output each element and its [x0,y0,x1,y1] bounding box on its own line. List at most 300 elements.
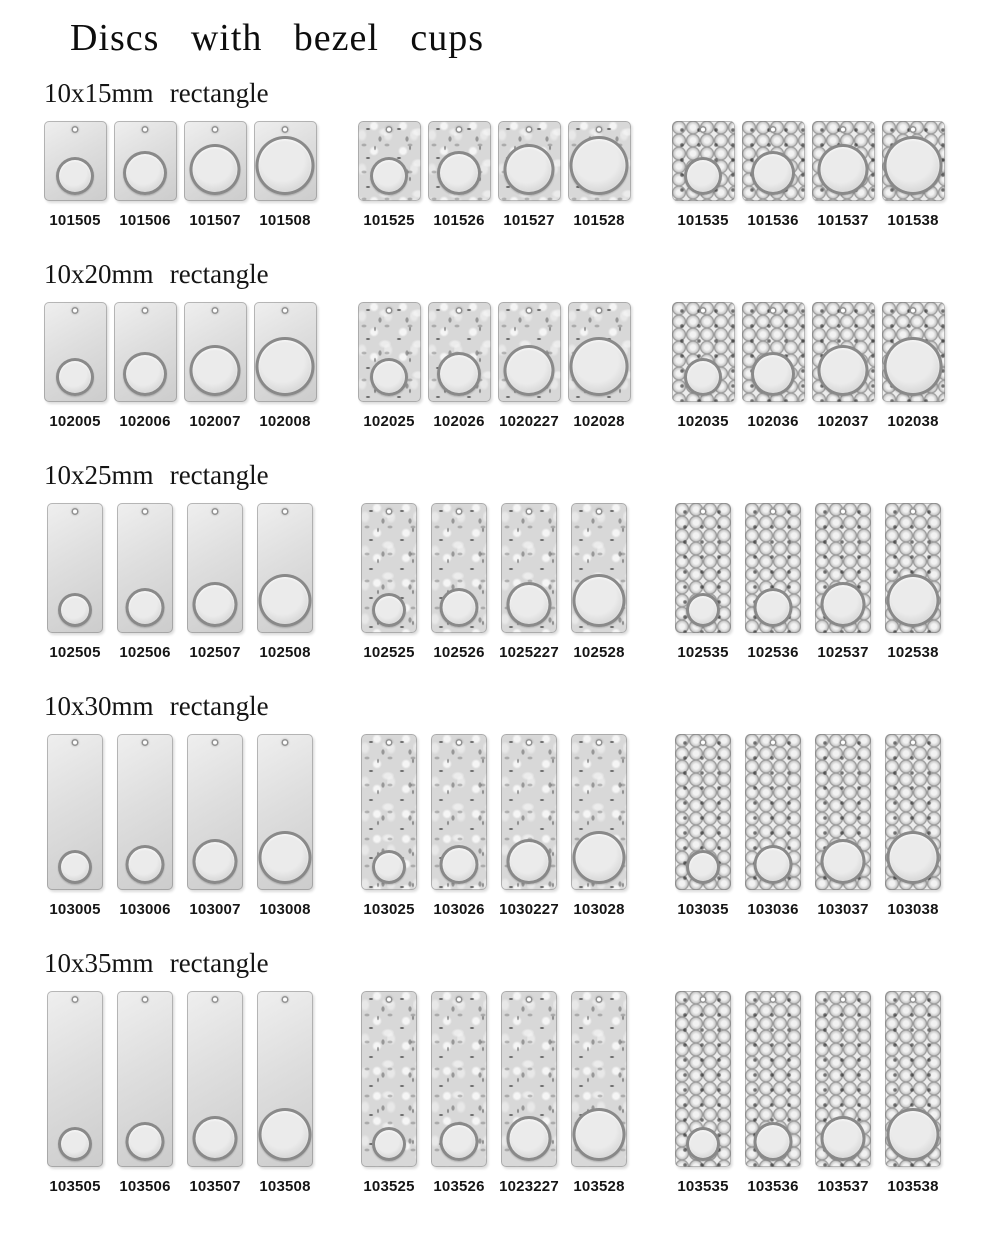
product-item [180,121,250,229]
product-item [564,121,634,229]
product-item [110,734,180,918]
product-tag-image [882,302,945,402]
hang-hole-icon [770,739,777,746]
bezel-cup-icon [437,352,481,396]
hang-hole-icon [840,126,847,133]
hang-hole-icon [596,996,603,1003]
bezel-cup-icon [686,850,720,884]
product-item [180,302,250,430]
page-title: Discs with bezel cups [70,17,485,59]
product-group-hammered [354,121,634,229]
hang-hole-icon [770,508,777,515]
product-tag-image [742,302,805,402]
hang-hole-icon [700,508,707,515]
bezel-cup-icon [370,358,408,396]
product-number: 101508 [259,212,311,229]
product-tag-image [44,121,107,201]
product-number: 1020227 [499,413,559,430]
product-item [494,302,564,430]
product-tag-image [815,503,871,633]
bezel-cup-icon [504,345,555,396]
catalog-section [40,78,965,229]
product-group-pebbled [668,991,948,1195]
product-tag-image [358,302,421,402]
product-tag-image [431,503,487,633]
product-tag-image [257,503,313,633]
product-tag-image [498,121,561,201]
hang-hole-icon [142,996,149,1003]
product-number: 102506 [119,644,171,661]
product-number: 102526 [433,644,485,661]
bezel-cup-icon [821,1116,866,1161]
product-tag-image [568,121,631,201]
bezel-cup-icon [507,1116,552,1161]
product-number: 101507 [189,212,241,229]
product-tag-image [742,121,805,201]
hang-hole-icon [282,739,289,746]
product-item [564,734,634,918]
bezel-cup-icon [440,588,479,627]
product-tag-image [885,734,941,890]
bezel-cup-icon [884,337,943,396]
hang-hole-icon [72,508,79,515]
product-item [668,734,738,918]
bezel-cup-icon [126,588,165,627]
hang-hole-icon [72,307,79,314]
hang-hole-icon [386,508,393,515]
hang-hole-icon [456,307,463,314]
hang-hole-icon [386,739,393,746]
product-tag-image [187,503,243,633]
product-tag-image [812,302,875,402]
hang-hole-icon [700,739,707,746]
product-tag-image [184,302,247,402]
product-tag-image [675,991,731,1167]
product-number: 103535 [677,1178,729,1195]
product-tag-image [745,503,801,633]
bezel-cup-icon [190,144,241,195]
hang-hole-icon [212,508,219,515]
catalog-section [40,259,965,430]
product-number: 102535 [677,644,729,661]
product-number: 1025227 [499,644,559,661]
hang-hole-icon [700,307,707,314]
product-item [878,503,948,661]
hang-hole-icon [700,996,707,1003]
hang-hole-icon [840,307,847,314]
hang-hole-icon [212,739,219,746]
product-item [738,503,808,661]
bezel-cup-icon [570,337,629,396]
hang-hole-icon [526,996,533,1003]
product-number: 102538 [887,644,939,661]
bezel-cup-icon [259,831,312,884]
product-tag-image [885,991,941,1167]
product-tag-image [568,302,631,402]
product-number: 101537 [817,212,869,229]
hang-hole-icon [840,739,847,746]
product-item [424,503,494,661]
product-tag-image [361,991,417,1167]
product-number: 103035 [677,901,729,918]
product-tag-image [361,734,417,890]
product-number: 101526 [433,212,485,229]
hang-hole-icon [142,126,149,133]
hang-hole-icon [596,126,603,133]
product-tag-image [882,121,945,201]
product-item [250,503,320,661]
product-item [40,734,110,918]
product-number: 101536 [747,212,799,229]
product-group-smooth [40,503,320,661]
product-item [494,121,564,229]
product-group-hammered [354,991,634,1195]
hang-hole-icon [526,307,533,314]
product-number: 103038 [887,901,939,918]
product-item [668,121,738,229]
bezel-cup-icon [570,136,629,195]
product-number: 103007 [189,901,241,918]
product-tag-image [498,302,561,402]
product-item [878,121,948,229]
bezel-cup-icon [818,345,869,396]
bezel-cup-icon [507,839,552,884]
product-item [180,734,250,918]
hang-hole-icon [72,126,79,133]
product-tag-image [501,503,557,633]
product-item [808,734,878,918]
product-group-smooth [40,121,320,229]
hang-hole-icon [910,126,917,133]
hang-hole-icon [770,996,777,1003]
product-item [40,503,110,661]
catalog-section [40,948,965,1195]
bezel-cup-icon [193,1116,238,1161]
bezel-cup-icon [754,845,793,884]
product-group-smooth [40,302,320,430]
product-item [250,734,320,918]
product-number: 101525 [363,212,415,229]
bezel-cup-icon [372,1127,406,1161]
product-number: 103036 [747,901,799,918]
product-number: 103526 [433,1178,485,1195]
product-number: 103006 [119,901,171,918]
product-number: 103536 [747,1178,799,1195]
product-tag-image [184,121,247,201]
product-number: 102508 [259,644,311,661]
groups-row [40,121,965,229]
bezel-cup-icon [370,157,408,195]
product-item [878,734,948,918]
product-group-hammered [354,734,634,918]
product-tag-image [257,991,313,1167]
catalog-section [40,691,965,918]
product-item [808,121,878,229]
bezel-cup-icon [573,574,626,627]
hang-hole-icon [596,307,603,314]
product-number: 103005 [49,901,101,918]
product-number: 102036 [747,413,799,430]
product-item [808,503,878,661]
product-group-pebbled [668,121,948,229]
bezel-cup-icon [887,831,940,884]
product-number: 1023227 [499,1178,559,1195]
bezel-cup-icon [259,574,312,627]
product-number: 102536 [747,644,799,661]
product-number: 103505 [49,1178,101,1195]
product-number: 101527 [503,212,555,229]
product-number: 102035 [677,413,729,430]
product-item [738,302,808,430]
hang-hole-icon [910,508,917,515]
product-number: 103507 [189,1178,241,1195]
section-header: 10x35mm rectangle [44,948,269,978]
product-group-hammered [354,302,634,430]
product-number: 103525 [363,1178,415,1195]
product-item [738,121,808,229]
hang-hole-icon [282,996,289,1003]
product-number: 103508 [259,1178,311,1195]
section-header: 10x25mm rectangle [44,460,269,490]
bezel-cup-icon [884,136,943,195]
product-item [564,991,634,1195]
product-tag-image [571,991,627,1167]
bezel-cup-icon [123,151,167,195]
product-tag-image [431,734,487,890]
hang-hole-icon [596,508,603,515]
product-number: 103008 [259,901,311,918]
groups-row [40,734,965,918]
product-tag-image [812,121,875,201]
product-tag-image [501,991,557,1167]
hang-hole-icon [282,126,289,133]
product-item [424,734,494,918]
hang-hole-icon [72,739,79,746]
product-item [494,503,564,661]
hang-hole-icon [770,126,777,133]
product-tag-image [358,121,421,201]
bezel-cup-icon [259,1108,312,1161]
product-item [40,991,110,1195]
product-number: 102038 [887,413,939,430]
bezel-cup-icon [686,593,720,627]
product-group-smooth [40,734,320,918]
bezel-cup-icon [821,839,866,884]
product-tag-image [117,734,173,890]
groups-row [40,302,965,430]
hang-hole-icon [910,996,917,1003]
hang-hole-icon [456,126,463,133]
product-number: 101528 [573,212,625,229]
product-item [354,121,424,229]
product-number: 1030227 [499,901,559,918]
product-item [564,503,634,661]
hang-hole-icon [456,996,463,1003]
product-tag-image [675,503,731,633]
hang-hole-icon [526,126,533,133]
product-number: 103026 [433,901,485,918]
product-number: 102507 [189,644,241,661]
product-tag-image [745,734,801,890]
product-group-pebbled [668,503,948,661]
product-number: 103538 [887,1178,939,1195]
product-item [668,503,738,661]
hang-hole-icon [456,508,463,515]
hang-hole-icon [142,508,149,515]
product-tag-image [187,734,243,890]
product-number: 102037 [817,413,869,430]
product-tag-image [254,302,317,402]
product-item [110,302,180,430]
product-number: 101506 [119,212,171,229]
hang-hole-icon [700,126,707,133]
product-item [564,302,634,430]
product-item [808,302,878,430]
product-number: 101535 [677,212,729,229]
product-tag-image [745,991,801,1167]
bezel-cup-icon [437,151,481,195]
product-group-pebbled [668,734,948,918]
product-tag-image [47,734,103,890]
product-tag-image [501,734,557,890]
product-tag-image [254,121,317,201]
product-item [424,121,494,229]
product-number: 102025 [363,413,415,430]
bezel-cup-icon [440,845,479,884]
hang-hole-icon [386,126,393,133]
product-item [354,991,424,1195]
hang-hole-icon [282,307,289,314]
product-item [878,991,948,1195]
hang-hole-icon [72,996,79,1003]
bezel-cup-icon [684,358,722,396]
bezel-cup-icon [190,345,241,396]
product-item [424,302,494,430]
product-number: 102505 [49,644,101,661]
product-item [40,302,110,430]
product-group-hammered [354,503,634,661]
hang-hole-icon [212,996,219,1003]
product-item [878,302,948,430]
bezel-cup-icon [56,358,94,396]
product-tag-image [114,121,177,201]
product-number: 102537 [817,644,869,661]
bezel-cup-icon [193,839,238,884]
product-item [110,121,180,229]
product-tag-image [815,734,871,890]
product-item [110,991,180,1195]
product-number: 102026 [433,413,485,430]
bezel-cup-icon [573,831,626,884]
product-item [738,991,808,1195]
hang-hole-icon [910,307,917,314]
bezel-cup-icon [126,1122,165,1161]
hang-hole-icon [386,996,393,1003]
bezel-cup-icon [256,136,315,195]
bezel-cup-icon [123,352,167,396]
product-item [668,991,738,1195]
product-item [40,121,110,229]
hang-hole-icon [526,508,533,515]
hang-hole-icon [840,996,847,1003]
product-item [180,503,250,661]
hang-hole-icon [386,307,393,314]
product-number: 101505 [49,212,101,229]
bezel-cup-icon [751,352,795,396]
bezel-cup-icon [818,144,869,195]
hang-hole-icon [212,307,219,314]
bezel-cup-icon [754,1122,793,1161]
bezel-cup-icon [573,1108,626,1161]
product-number: 102005 [49,413,101,430]
hang-hole-icon [840,508,847,515]
product-item [250,121,320,229]
bezel-cup-icon [58,593,92,627]
product-group-smooth [40,991,320,1195]
product-tag-image [117,503,173,633]
bezel-cup-icon [686,1127,720,1161]
bezel-cup-icon [507,582,552,627]
product-tag-image [885,503,941,633]
section-header: 10x20mm rectangle [44,259,269,289]
catalog [40,78,965,1195]
bezel-cup-icon [887,574,940,627]
bezel-cup-icon [256,337,315,396]
product-number: 103528 [573,1178,625,1195]
hang-hole-icon [456,739,463,746]
product-tag-image [675,734,731,890]
hang-hole-icon [526,739,533,746]
product-tag-image [257,734,313,890]
product-number: 102028 [573,413,625,430]
product-tag-image [672,302,735,402]
product-tag-image [47,503,103,633]
product-tag-image [117,991,173,1167]
product-tag-image [428,121,491,201]
bezel-cup-icon [372,593,406,627]
product-number: 102528 [573,644,625,661]
hang-hole-icon [596,739,603,746]
bezel-cup-icon [126,845,165,884]
product-number: 102525 [363,644,415,661]
product-number: 103037 [817,901,869,918]
bezel-cup-icon [193,582,238,627]
product-item [424,991,494,1195]
product-item [110,503,180,661]
product-number: 102006 [119,413,171,430]
bezel-cup-icon [372,850,406,884]
product-number: 102008 [259,413,311,430]
product-item [808,991,878,1195]
product-number: 103537 [817,1178,869,1195]
hang-hole-icon [282,508,289,515]
product-item [250,991,320,1195]
bezel-cup-icon [58,850,92,884]
product-item [494,734,564,918]
product-number: 103028 [573,901,625,918]
product-tag-image [47,991,103,1167]
product-number: 101538 [887,212,939,229]
hang-hole-icon [770,307,777,314]
product-item [354,302,424,430]
bezel-cup-icon [56,157,94,195]
product-item [250,302,320,430]
product-tag-image [571,503,627,633]
product-number: 103506 [119,1178,171,1195]
product-number: 103025 [363,901,415,918]
product-item [738,734,808,918]
product-item [668,302,738,430]
